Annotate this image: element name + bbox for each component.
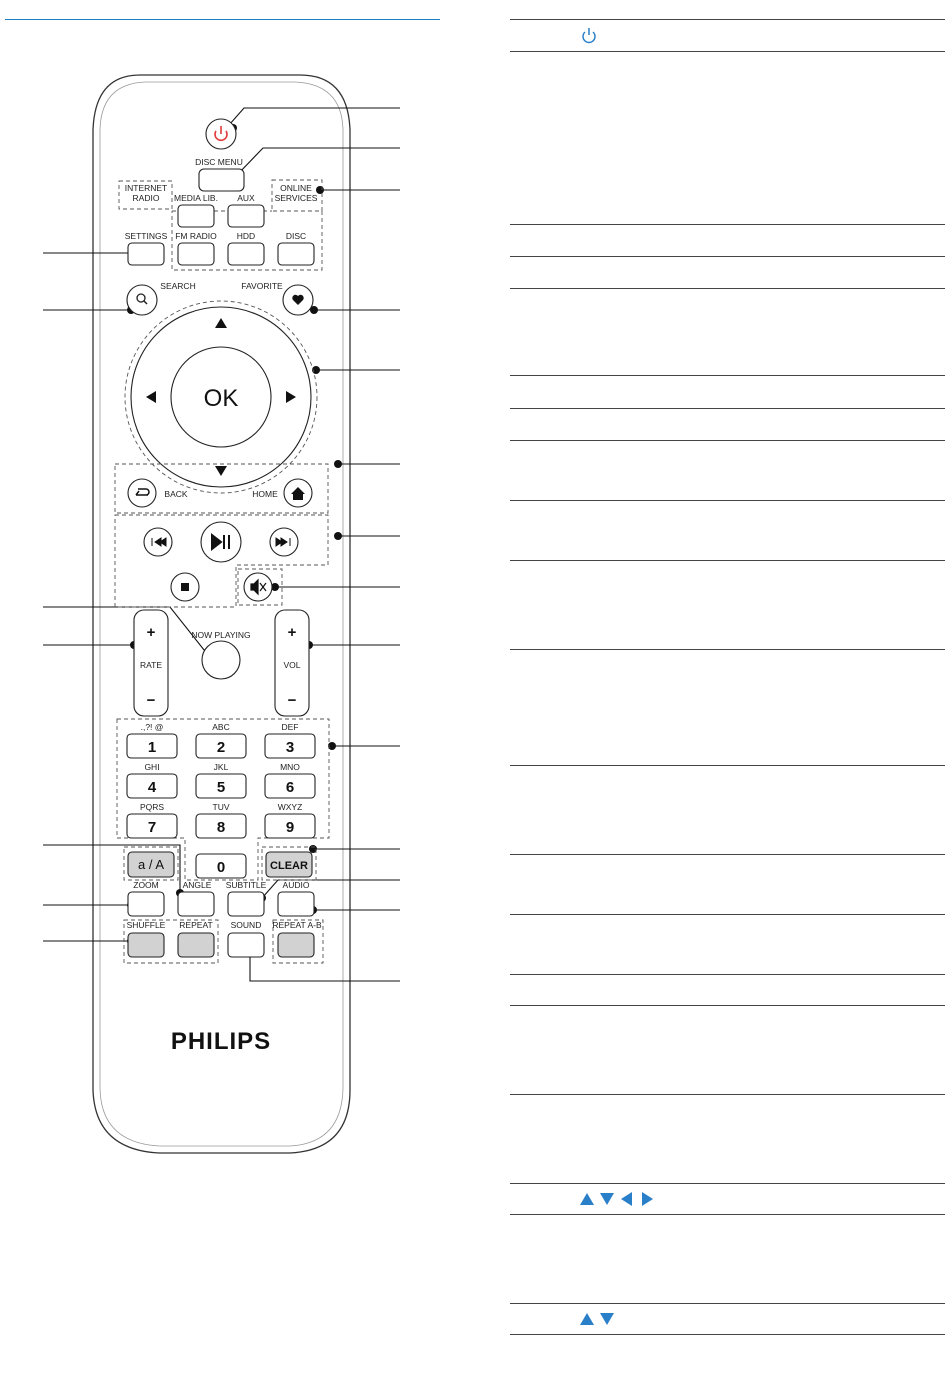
disc-menu-label: DISC MENU (195, 157, 243, 167)
mute-button[interactable] (244, 573, 272, 601)
table-row (510, 1183, 945, 1214)
subtitle-button[interactable] (228, 892, 264, 916)
key-9-digit: 9 (285, 819, 295, 836)
search-button[interactable] (127, 285, 157, 315)
svg-text:SERVICES: SERVICES (274, 193, 318, 203)
play-pause-button[interactable] (201, 522, 241, 562)
online-services-label: ONLINE (280, 183, 312, 193)
angle-button[interactable] (178, 892, 214, 916)
favorite-button[interactable] (283, 285, 313, 315)
internet-radio-label: INTERNET (124, 183, 168, 193)
table-row (510, 500, 945, 560)
key-0-digit: 0 (216, 859, 226, 876)
key-3-letters: DEF (281, 722, 299, 732)
next-button[interactable] (270, 528, 298, 556)
svg-text:−: − (287, 692, 297, 709)
media-lib-button[interactable] (178, 205, 214, 227)
previous-button[interactable] (144, 528, 172, 556)
repeat-ab-label: REPEAT A-B (272, 920, 322, 930)
subtitle-label: SUBTITLE (225, 880, 267, 890)
key-9-letters: WXYZ (277, 802, 303, 812)
disc-menu-button[interactable] (199, 169, 244, 191)
stop-button[interactable] (171, 573, 199, 601)
hdd-label: HDD (236, 231, 256, 241)
home-button[interactable] (284, 479, 312, 507)
now-playing-label: NOW PLAYING (191, 630, 251, 640)
media-lib-label: MEDIA LIB. (174, 193, 218, 203)
audio-label: AUDIO (282, 880, 310, 890)
button-description-table (510, 19, 945, 1335)
table-row (510, 854, 945, 914)
key-8-letters: TUV (212, 802, 230, 812)
shuffle-button[interactable] (128, 933, 164, 957)
key-5-letters: JKL (213, 762, 229, 772)
home-label: HOME (252, 489, 278, 499)
key-1-letters: .,?! @ (140, 722, 164, 732)
repeat-label: REPEAT (179, 920, 213, 930)
table-row (510, 408, 945, 440)
zoom-button[interactable] (128, 892, 164, 916)
back-label: BACK (164, 489, 188, 499)
case-label: a / A (137, 857, 165, 872)
table-row (510, 1214, 945, 1303)
table-row (510, 375, 945, 408)
key-7-digit: 7 (147, 819, 157, 836)
table-row (510, 51, 945, 224)
svg-text:RADIO: RADIO (132, 193, 160, 203)
rate-label: RATE (139, 660, 163, 670)
favorite-label: FAVORITE (241, 281, 283, 291)
settings-label: SETTINGS (124, 231, 168, 241)
repeat-ab-button[interactable] (278, 933, 314, 957)
key-7-letters: PQRS (139, 802, 165, 812)
audio-button[interactable] (278, 892, 314, 916)
table-row (510, 19, 945, 51)
sound-label: SOUND (230, 920, 262, 930)
key-3-digit: 3 (285, 739, 295, 756)
clear-label: CLEAR (270, 860, 308, 872)
table-row (510, 288, 945, 375)
key-5-digit: 5 (216, 779, 226, 796)
now-playing-button[interactable] (202, 641, 240, 679)
stop-icon (181, 583, 189, 591)
table-row (510, 1005, 945, 1094)
table-row (510, 224, 945, 256)
disc-button[interactable] (278, 243, 314, 265)
search-label: SEARCH (160, 281, 196, 291)
key-6-digit: 6 (285, 779, 295, 796)
svg-text:−: − (146, 692, 156, 709)
repeat-button[interactable] (178, 933, 214, 957)
hdd-button[interactable] (228, 243, 264, 265)
shuffle-label: SHUFFLE (126, 920, 166, 930)
brand-logo: PHILIPS (170, 1028, 272, 1055)
settings-button[interactable] (128, 243, 164, 265)
table-row (510, 974, 945, 1005)
key-2-digit: 2 (216, 739, 226, 756)
key-6-letters: MNO (280, 762, 300, 772)
ok-label: OK (203, 385, 239, 412)
key-8-digit: 8 (216, 819, 226, 836)
key-1-digit: 1 (147, 739, 157, 756)
table-row (510, 1094, 945, 1183)
svg-text:+: + (146, 624, 156, 641)
table-row (510, 440, 945, 500)
table-row (510, 914, 945, 974)
table-row (510, 560, 945, 649)
arrows-updown-icon (580, 1310, 620, 1328)
fm-radio-button[interactable] (178, 243, 214, 265)
sound-button[interactable] (228, 933, 264, 957)
svg-text:+: + (287, 624, 297, 641)
aux-label: AUX (237, 193, 255, 203)
key-2-letters: ABC (212, 722, 230, 732)
table-row (510, 765, 945, 854)
angle-label: ANGLE (182, 880, 212, 890)
vol-label: VOL (283, 660, 301, 670)
table-row (510, 649, 945, 765)
key-4-digit: 4 (147, 779, 157, 796)
key-4-letters: GHI (144, 762, 160, 772)
arrows-four-icon (580, 1190, 660, 1208)
table-row (510, 1303, 945, 1335)
power-icon (580, 26, 598, 44)
power-button[interactable] (206, 119, 236, 149)
table-row (510, 256, 945, 288)
disc-label: DISC (285, 231, 307, 241)
zoom-label: ZOOM (133, 880, 159, 890)
back-button[interactable] (128, 479, 156, 507)
fm-radio-label: FM RADIO (175, 231, 217, 241)
aux-button[interactable] (228, 205, 264, 227)
